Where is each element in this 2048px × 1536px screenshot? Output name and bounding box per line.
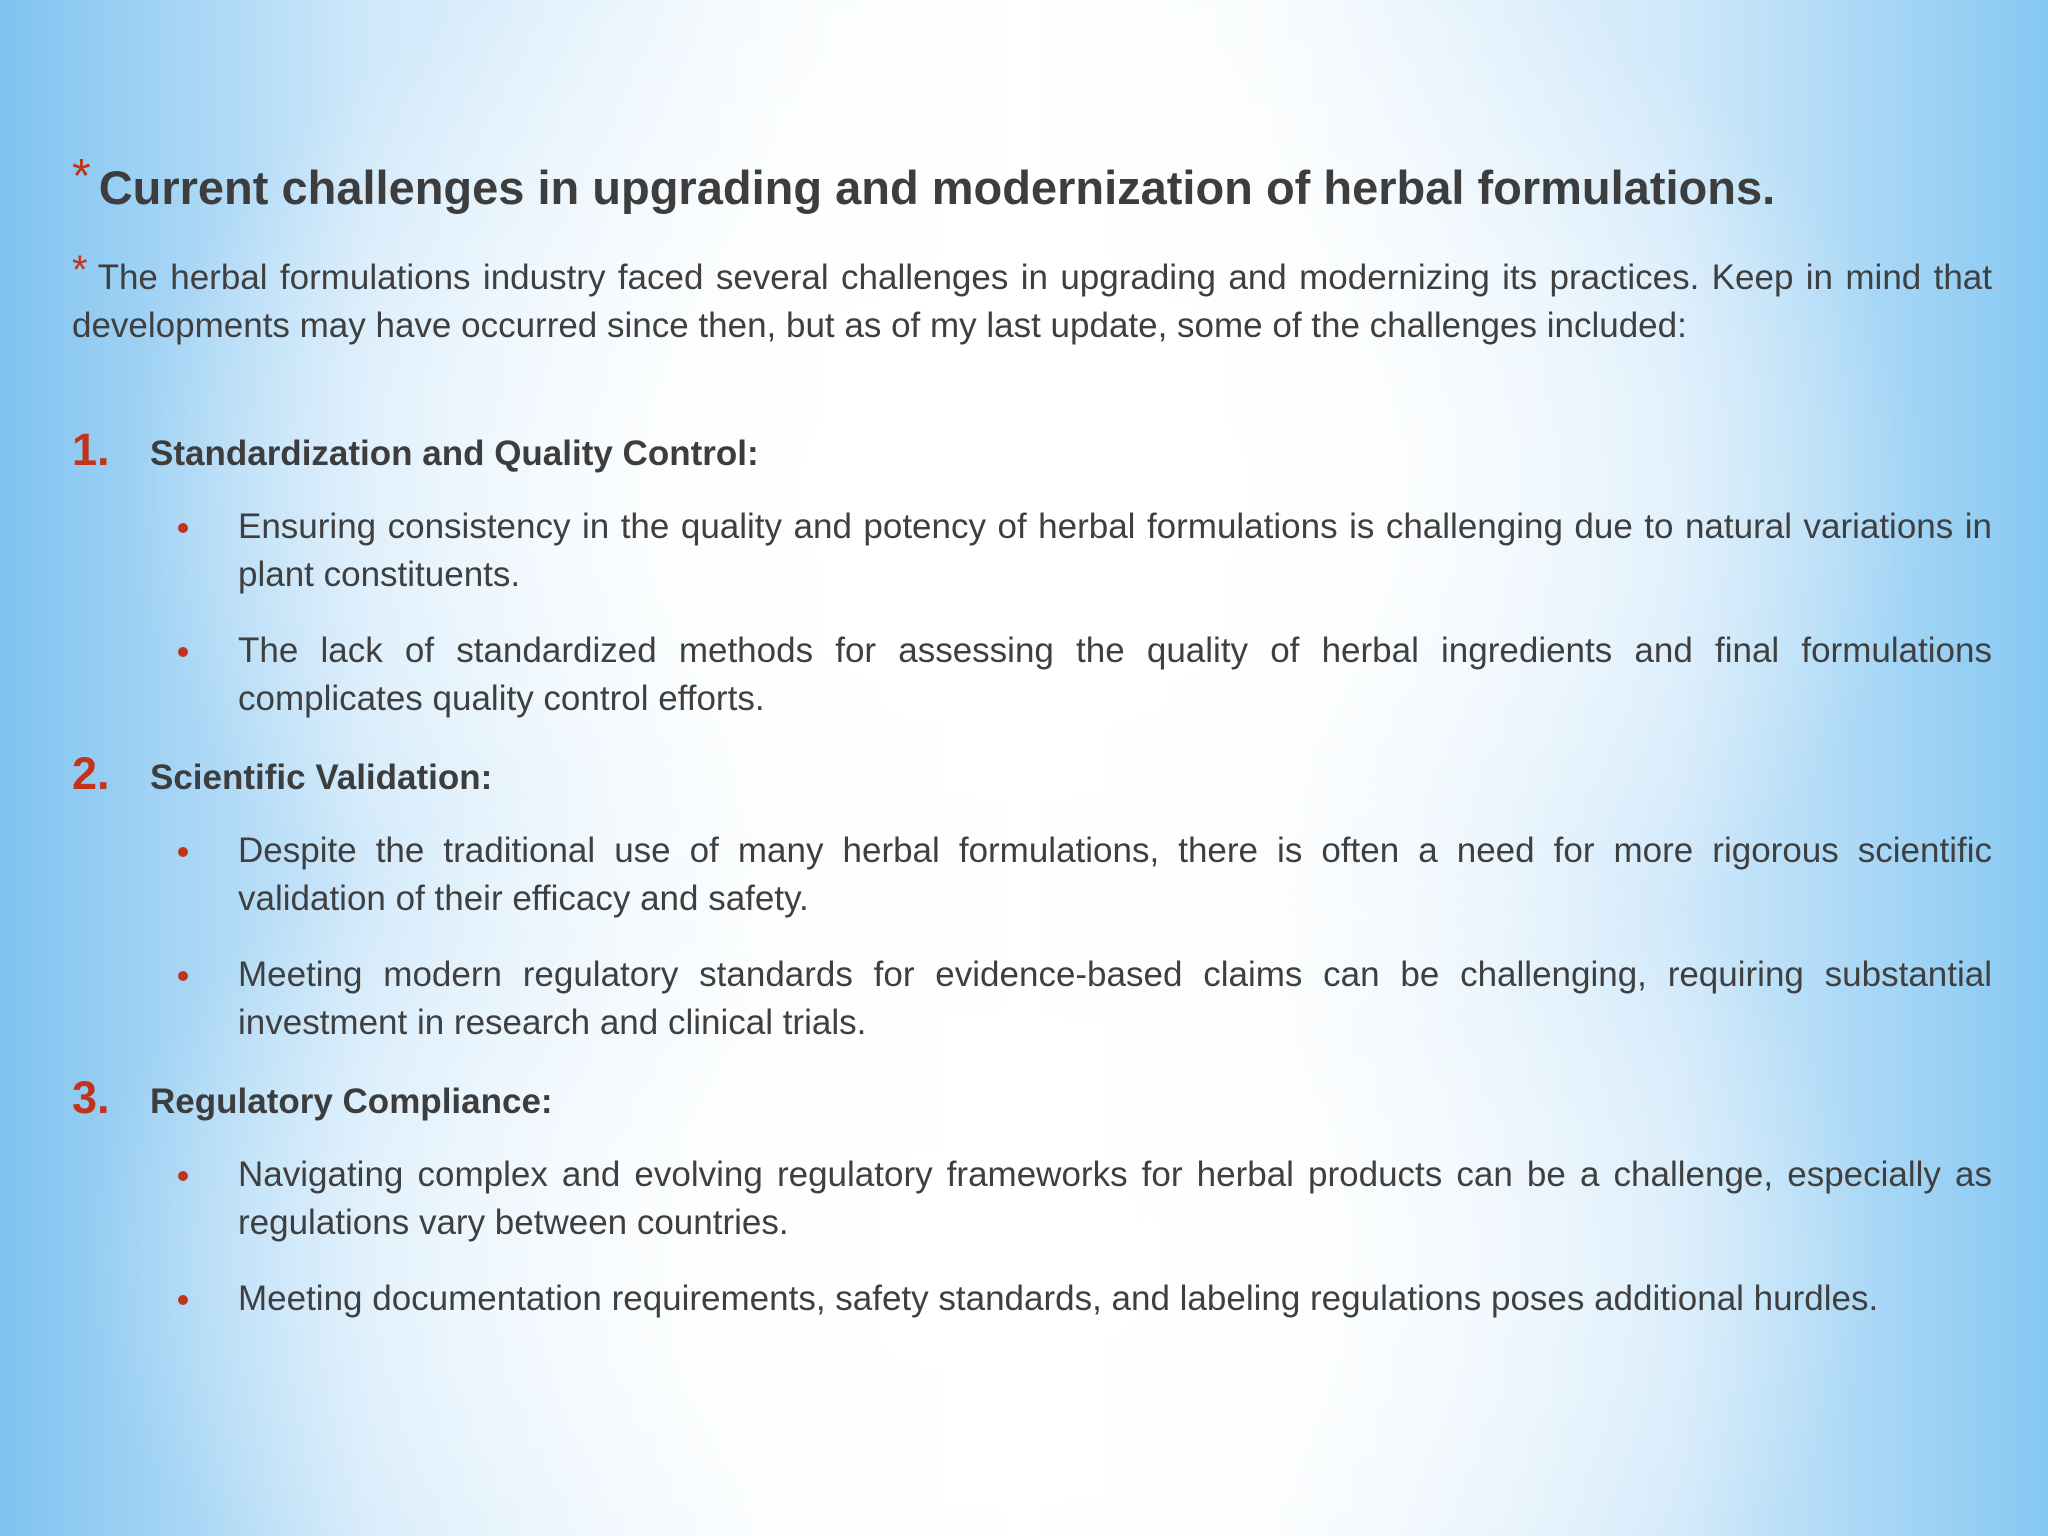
section-heading-text: Regulatory Compliance: (150, 1082, 553, 1121)
section-number: 3. (72, 1072, 110, 1123)
asterisk-marker-icon: * (72, 248, 88, 292)
section-heading-standardization (72, 426, 1872, 474)
slide-title-text: Current challenges in upgrading and modernization of herbal formulations. (98, 161, 1776, 214)
intro-text: The herbal formulations industry faced several challenges in upgrading and modernizing its practices. Keep in mind that developments may have occurred since then, but as of my last update, some of the challenges included: (72, 258, 1992, 345)
section-number: 1. (72, 424, 110, 475)
section-heading-scientific-validation (72, 750, 1872, 798)
list-item: Navigating complex and evolving regulatory frameworks for herbal products can be a challenge, especially as regulations vary between countries. (238, 1155, 1992, 1242)
list-item: Meeting documentation requirements, safety standards, and labeling regulations poses additional hurdles. (238, 1279, 1879, 1318)
intro-paragraph (72, 248, 1992, 350)
section-heading-regulatory-compliance (72, 1074, 1872, 1122)
list-item: Meeting modern regulatory standards for evidence-based claims can be challenging, requiring substantial investment in research and clinical trials. (238, 955, 1992, 1042)
section-heading-text: Scientific Validation: (150, 758, 493, 797)
list-item: Ensuring consistency in the quality and potency of herbal formulations is challenging due to natural variations in plant constituents. (238, 507, 1992, 594)
bullet-dot-icon (178, 1295, 188, 1305)
bullet-dot-icon (178, 1171, 188, 1181)
section-heading-text: Standardization and Quality Control: (150, 434, 759, 473)
bullet-dot-icon (178, 523, 188, 533)
asterisk-marker-icon: * (72, 150, 91, 203)
section-number: 2. (72, 748, 110, 799)
list-item: The lack of standardized methods for assessing the quality of herbal ingredients and final formulations complicates quality control efforts. (238, 631, 1992, 718)
bullet-dot-icon (178, 647, 188, 657)
slide-title (72, 150, 1992, 216)
bullet-dot-icon (178, 847, 188, 857)
bullet-dot-icon (178, 971, 188, 981)
list-item: Despite the traditional use of many herbal formulations, there is often a need for more rigorous scientific validation of their efficacy and safety. (238, 831, 1992, 918)
